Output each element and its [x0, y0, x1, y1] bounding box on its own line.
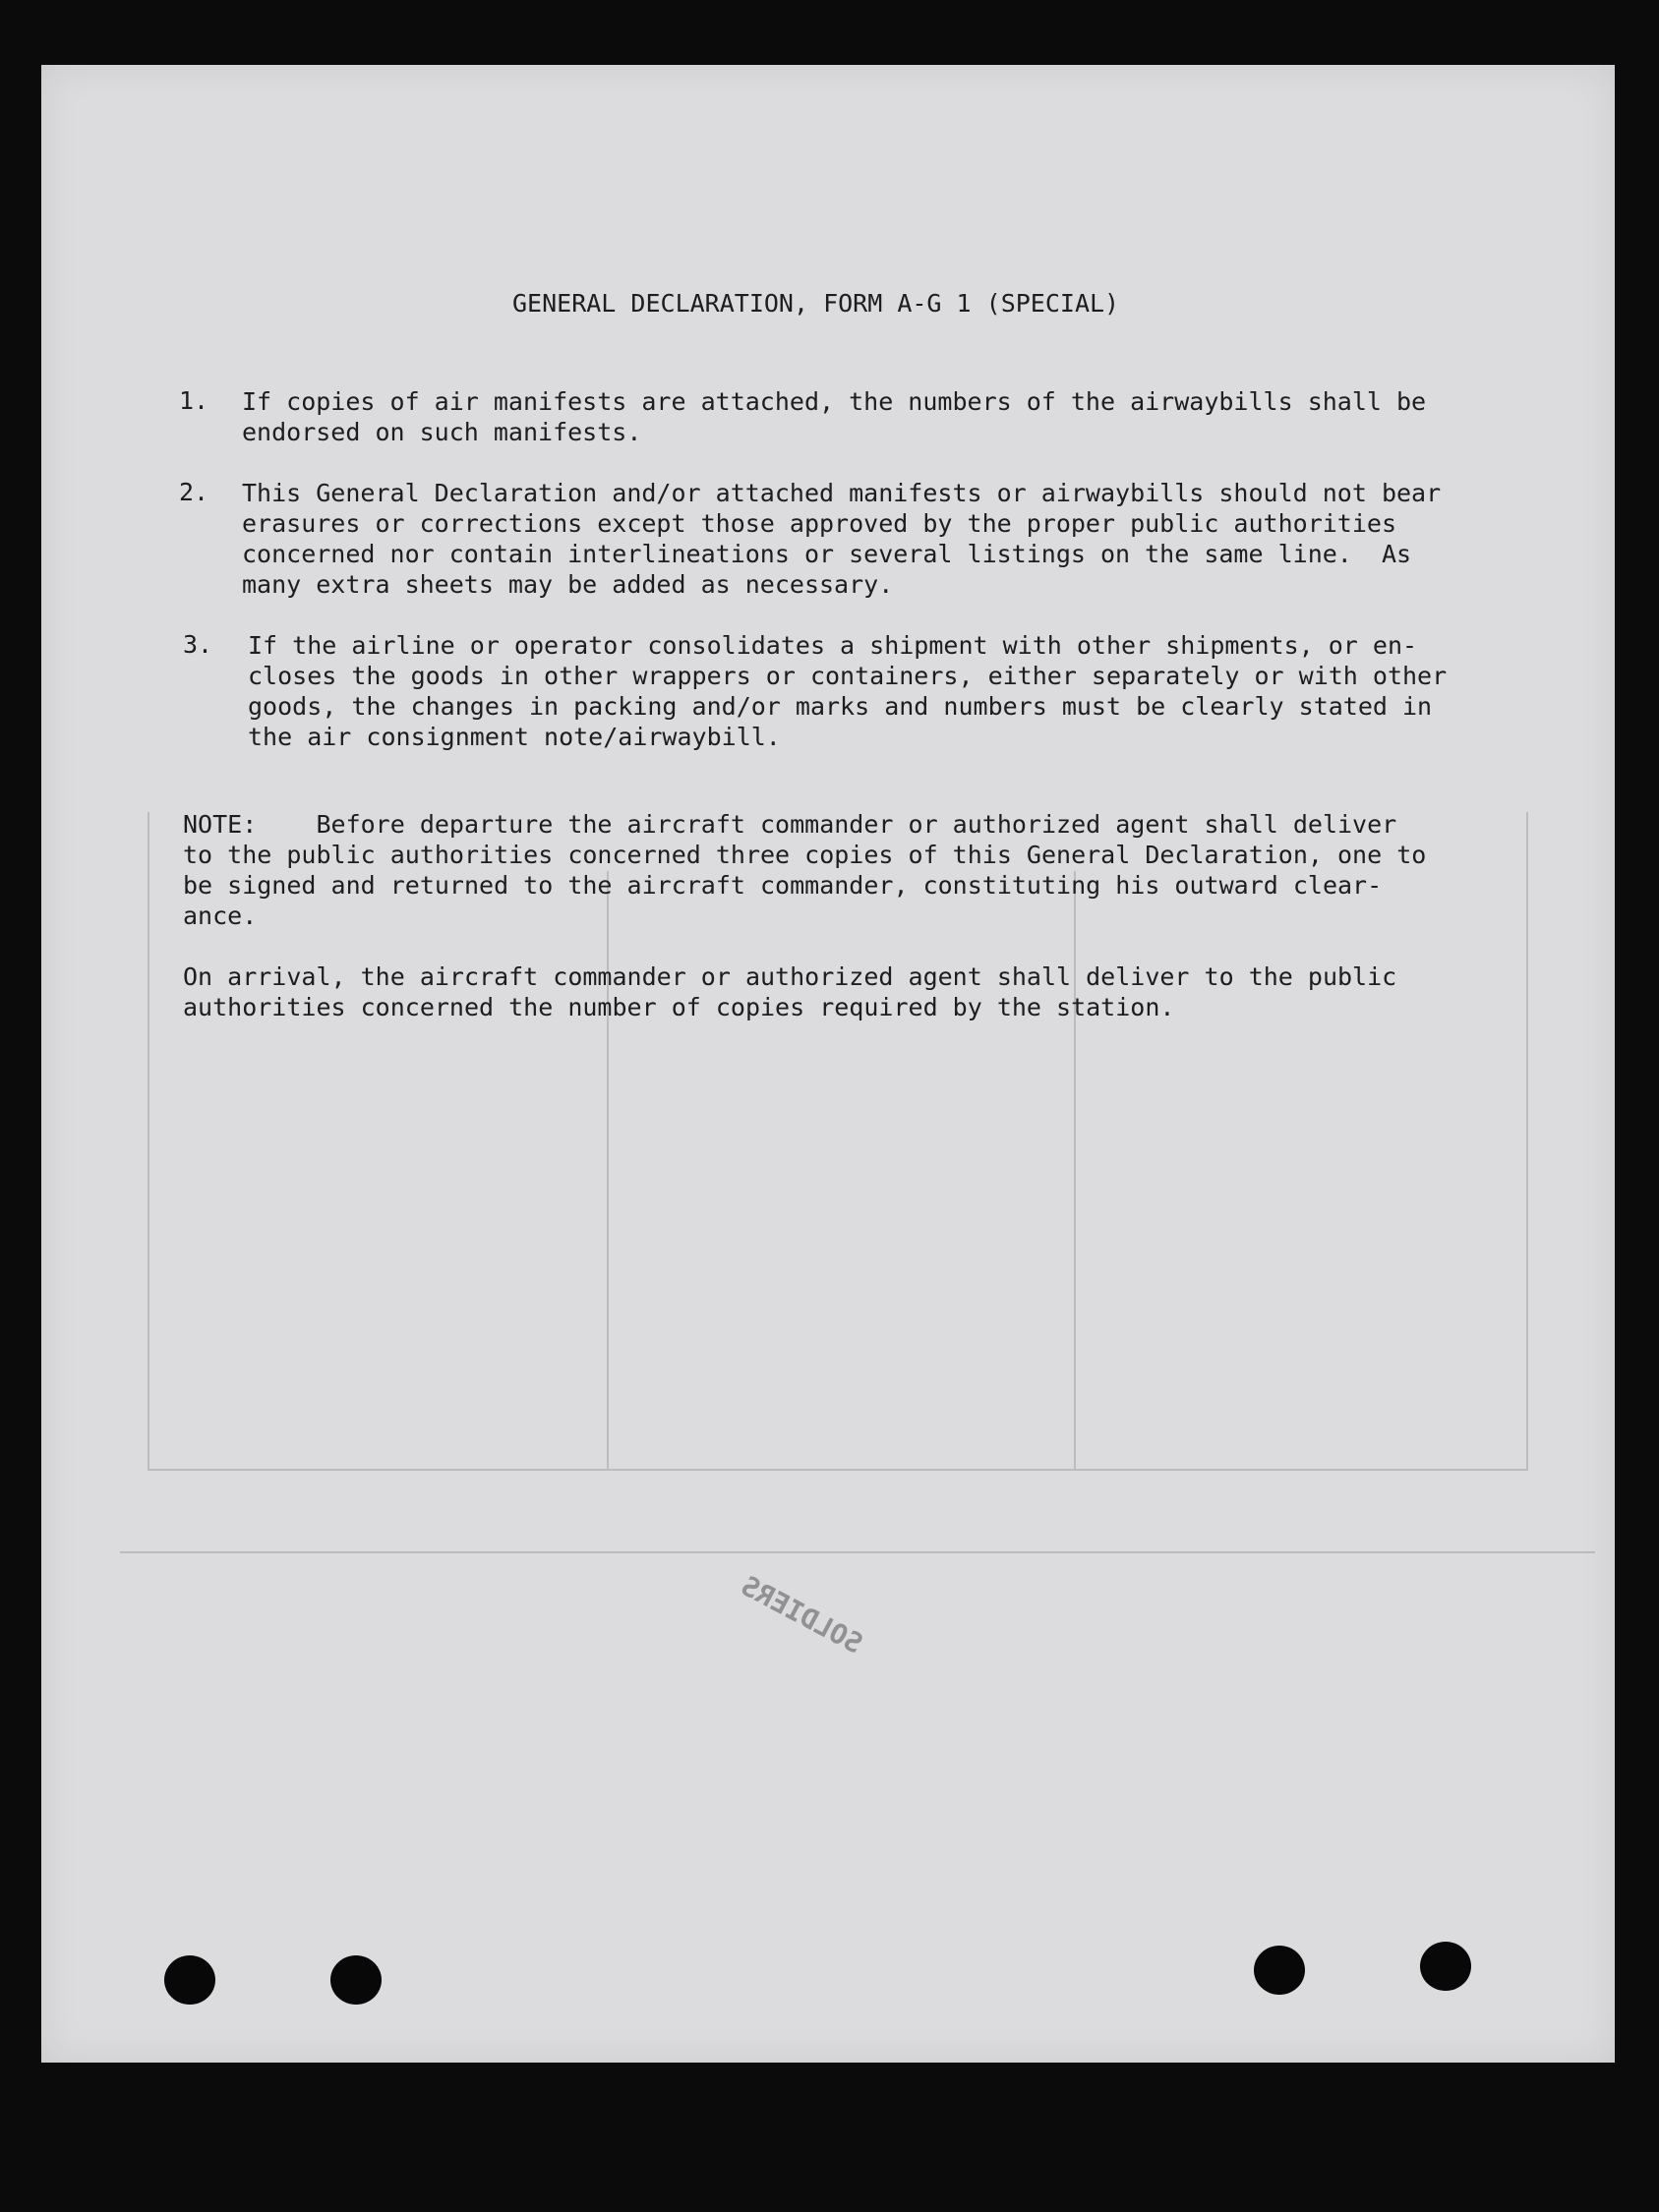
arrival-line: On arrival, the aircraft commander or authorized agent shall deliver to the public: [183, 962, 1397, 991]
item-number: 3.: [183, 630, 213, 659]
item-line: erasures or corrections except those approved by the proper public authorities: [242, 509, 1396, 538]
item-line: the air consignment note/airwaybill.: [248, 723, 781, 751]
item-line: goods, the changes in packing and/or marks and numbers must be clearly stated in: [248, 692, 1433, 721]
arrival-paragraph: [183, 961, 1396, 1022]
item-line: concerned nor contain interlineations or several listings on the same line. As: [242, 540, 1412, 568]
punch-hole: [1254, 1946, 1305, 1995]
item-line: If copies of air manifests are attached, the numbers of the airwaybills shall be: [242, 387, 1427, 416]
note-line: to the public authorities concerned three copies of this General Declaration, one to: [183, 841, 1427, 869]
item-text: [248, 630, 1447, 752]
item-number: 2.: [179, 478, 209, 506]
punch-hole: [164, 1955, 215, 2005]
item-text: [242, 478, 1441, 600]
item-line: many extra sheets may be added as necessary.: [242, 570, 894, 599]
item-line: This General Declaration and/or attached manifests or airwaybills should not bear: [242, 479, 1442, 507]
arrival-line: authorities concerned the number of copies required by the station.: [183, 993, 1175, 1021]
item-line: If the airline or operator consolidates a shipment with other shipments, or en-: [248, 631, 1418, 660]
punch-hole: [1420, 1942, 1471, 1991]
note-line: NOTE: Before departure the aircraft commander or authorized agent shall deliver: [183, 810, 1397, 839]
note-line: be signed and returned to the aircraft commander, constituting his outward clear-: [183, 871, 1383, 900]
note-paragraph: [183, 809, 1426, 931]
item-line: closes the goods in other wrappers or containers, either separately or with other: [248, 662, 1448, 690]
stamp-show-through: SOLDIERS: [736, 1569, 868, 1660]
item-text: [242, 386, 1426, 447]
punch-hole: [330, 1955, 382, 2005]
item-line: endorsed on such manifests.: [242, 418, 642, 446]
note-line: ance.: [183, 902, 258, 930]
document-title: GENERAL DECLARATION, FORM A-G 1 (SPECIAL): [512, 289, 1120, 318]
document-paper: [41, 65, 1615, 2063]
bleed-through-rule: [120, 1551, 1595, 1553]
item-number: 1.: [179, 386, 209, 415]
